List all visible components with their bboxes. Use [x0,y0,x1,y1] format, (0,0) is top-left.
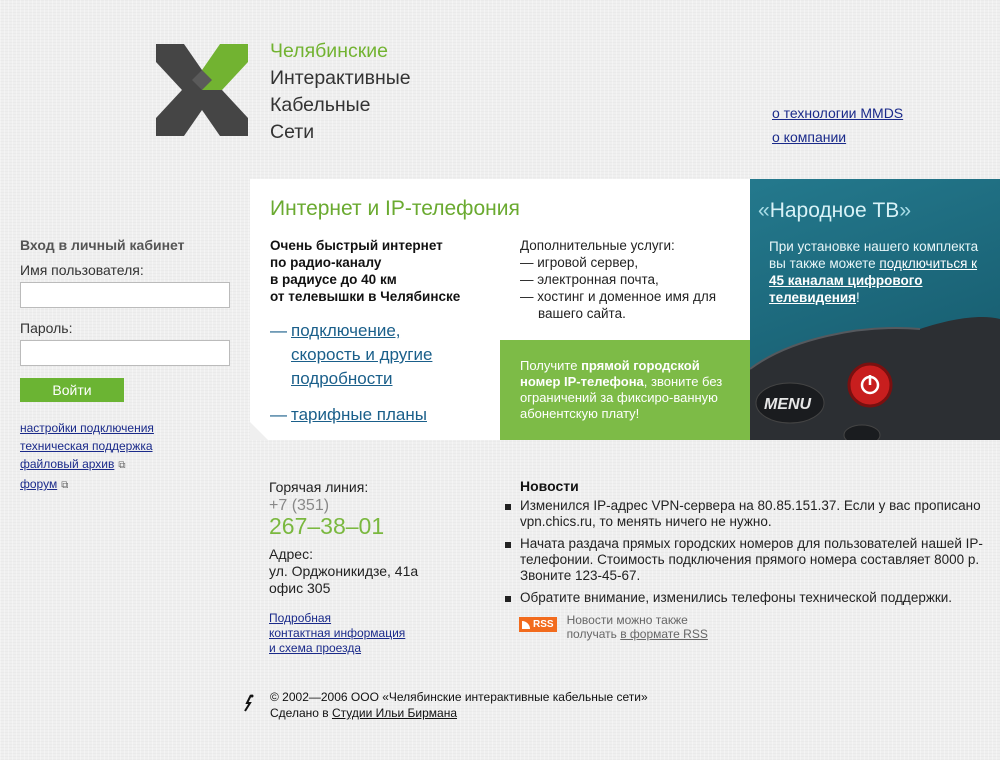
brand-line-4: Сети [270,121,315,143]
fast-line: в радиусе до 40 км [270,272,397,287]
link-connection-settings[interactable]: настройки подключения [20,421,154,435]
tv-title [758,199,911,223]
tv-title-text: Народное ТВ [769,199,900,222]
address-label: Адрес: [269,546,313,562]
tv-text: При установке нашего комплекта вы также можете [769,239,979,271]
dash: — [270,405,287,424]
bullet [505,596,511,602]
news-title: Новости [520,478,579,494]
address-line: ул. Орджоникидзе, 41а [269,563,419,579]
external-window-icon: ⧉ [61,480,69,491]
rss-dot [522,621,530,629]
footer [270,689,648,721]
copyright: © 2002—2006 ООО «Челябинские интерактивные кабельные сети» [270,690,648,704]
rss-badge-text: RSS [533,619,554,630]
login-button[interactable]: Войти [20,378,124,402]
link-mmds-technology[interactable]: о технологии MMDS [772,105,904,121]
list-item: — игровой сервер, [520,255,639,270]
password-input[interactable] [20,340,230,366]
promo-bold: прямой городской номер IP-телефона [520,358,700,389]
link-line: контактная информация [269,626,406,640]
address-block [269,546,418,597]
link-rss-format[interactable]: в формате RSS [620,627,708,641]
phone-code: +7 (351) [269,497,330,514]
link-file-archive[interactable]: файловый архив [20,457,115,471]
username-label: Имя пользователя: [20,262,144,278]
news-item [505,536,985,584]
internet-title: Интернет и IP-телефония [270,197,520,220]
studio-logo-icon [241,693,257,713]
account-links [20,419,154,495]
link-forum[interactable]: форум [20,477,58,491]
news-text: Начата раздача прямых городских номеров для пользователей нашей IP-телефонии. Стоимость подключения прямого номера составляет 8000 р. Звоните 123-45-67. [520,536,983,583]
additional-list [520,254,716,322]
rss-line: получать [566,627,621,641]
brand-line-1: Челябинские [270,40,388,62]
internet-links [270,319,432,427]
quote-mark: » [899,199,911,222]
username-input[interactable] [20,282,230,308]
link-about-company[interactable]: о компании [772,129,847,145]
rss-block [519,613,708,641]
brand-line-2: Интерактивные [270,67,411,89]
hotline-label: Горячая линия: [269,479,369,495]
link-line: Подробная [269,611,332,625]
rss-icon[interactable] [519,617,557,632]
internet-panel [250,179,750,440]
fast-internet-text [270,237,460,305]
link-line: скорость и другие [291,345,433,364]
password-label: Пароль: [20,320,73,336]
news-text: Обратите внимание, изменились телефоны технической поддержки. [520,590,953,605]
brand-line-3: Кабельные [270,94,371,116]
remote-control-image [750,299,1000,440]
news-text: Изменился IP-адрес VPN-сервера на 80.85.151.37. Если у вас прописано vpn.chics.ru, то менять ничего не нужно. [520,498,981,529]
link-studio[interactable]: Студии Ильи Бирмана [331,706,458,720]
made-by-text: Сделано в [270,706,332,720]
link-line: подключение, [291,321,401,340]
fast-line: от телевышки в Челябинске [270,289,461,304]
tv-text: ! [856,290,860,305]
link-detailed-contacts[interactable] [269,611,418,656]
news-item [505,498,985,530]
link-tech-support[interactable]: техническая поддержка [20,439,153,453]
ip-phone-promo [500,340,750,440]
dash: — [270,321,287,340]
top-nav [772,101,903,149]
quote-mark: « [758,199,770,222]
news-list [505,498,985,606]
rss-text [567,613,708,641]
contacts-block [269,479,418,656]
additional-title: Дополнительные услуги: [520,238,675,253]
external-window-icon: ⧉ [118,460,126,471]
link-tariff-plans[interactable]: тарифные планы [291,405,427,424]
news-item [505,590,985,606]
remote-menu-label: MENU [764,396,812,413]
news-block [505,478,985,612]
login-title: Вход в личный кабинет [20,237,185,253]
fast-line: Очень быстрый интернет [270,238,443,253]
link-line: подробности [291,369,393,388]
list-item: — хостинг и доменное имя для [520,289,717,304]
address-line: офис 305 [269,580,331,596]
link-text: подключиться к [879,256,978,271]
additional-services [520,237,716,322]
rss-line: Новости можно также [566,613,688,627]
promo-text: , звоните без ограничений за фиксиро-ванную абонентскую плату! [520,374,723,421]
login-form [20,237,232,402]
bullet [505,542,511,548]
tv-description [769,238,984,306]
hotline-phone: 267–38–01 [269,513,385,539]
brand-name [270,38,411,146]
promo-text: Получите [520,358,582,373]
bullet [505,504,511,510]
company-logo [156,44,248,136]
fast-line: по радио-каналу [270,255,382,270]
link-connection-details[interactable] [291,319,432,391]
link-line: и схема проезда [269,641,362,655]
link-bold: 45 каналам цифрового телевидения [769,273,923,305]
tv-panel [750,179,1000,440]
panel-corner [250,422,268,440]
list-item: — электронная почта, [520,272,659,287]
contacts-more [269,611,418,656]
list-item: вашего сайта. [538,306,626,321]
